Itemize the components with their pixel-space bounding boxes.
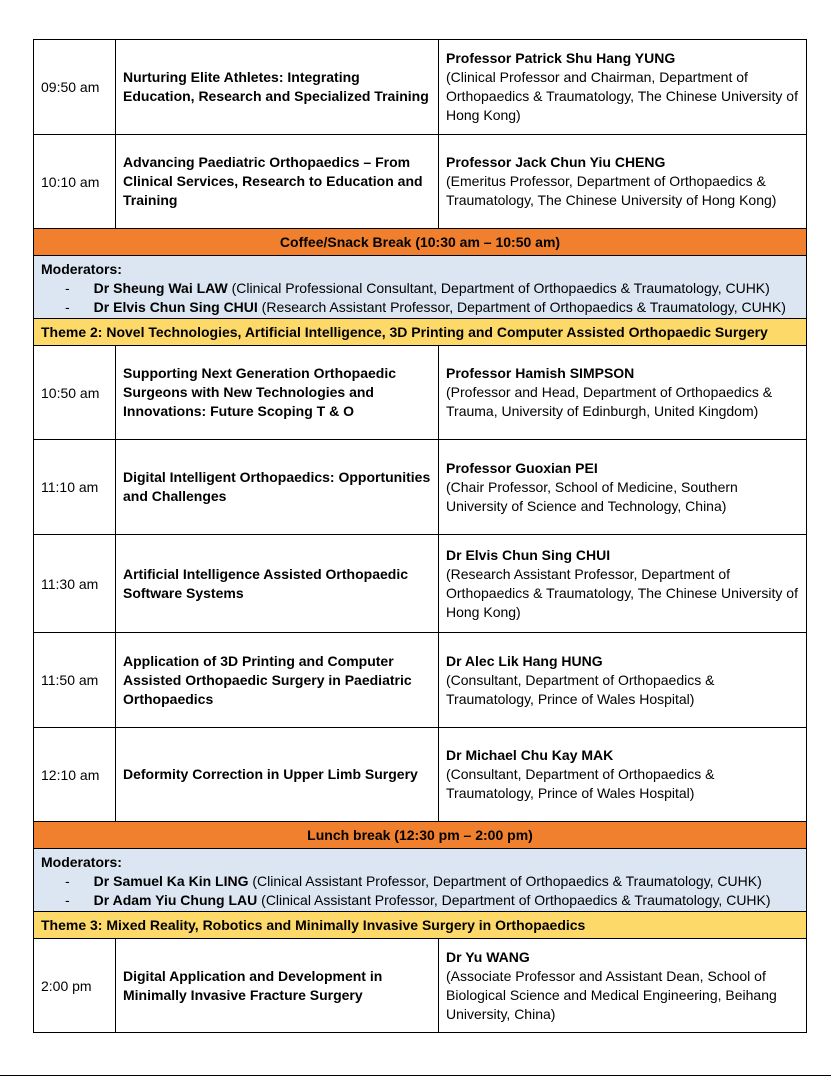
speaker-name: Professor Guoxian PEI <box>446 459 598 476</box>
speaker-cell <box>439 728 807 822</box>
theme-title: Theme 3: Mixed Reality, Robotics and Minimally Invasive Surgery in Orthopaedics <box>34 912 807 939</box>
moderators-label: Moderators: <box>41 261 122 277</box>
moderator-affiliation: (Clinical Assistant Professor, Department of Orthopaedics & Traumatology, CUHK) <box>257 892 771 908</box>
speaker-affiliation: (Research Assistant Professor, Department of Orthopaedics & Traumatology, The Chinese University of Hong Kong) <box>446 565 798 620</box>
speaker-affiliation: (Associate Professor and Assistant Dean, School of Biological Science and Medical Engineering, Beihang University, China) <box>446 967 777 1022</box>
speaker-affiliation: (Professor and Head, Department of Orthopaedics & Trauma, University of Edinburgh, United Kingdom) <box>446 384 773 419</box>
session-time: 11:50 am <box>34 633 116 728</box>
theme-title: Theme 2: Novel Technologies, Artificial Intelligence, 3D Printing and Computer Assisted Orthopaedic Surgery <box>34 319 807 346</box>
session-row <box>34 939 807 1033</box>
schedule-table <box>33 39 807 1033</box>
moderators-row <box>34 256 807 319</box>
break-row <box>34 822 807 849</box>
session-row <box>34 535 807 633</box>
speaker-cell <box>439 440 807 535</box>
moderator-affiliation: (Clinical Assistant Professor, Department of Orthopaedics & Traumatology, CUHK) <box>248 873 762 889</box>
speaker-cell <box>439 939 807 1033</box>
moderator-item: - Dr Samuel Ka Kin LING (Clinical Assistant Professor, Department of Orthopaedics & Traumatology, CUHK) <box>65 873 762 889</box>
moderators-label: Moderators: <box>41 854 122 870</box>
session-topic: Deformity Correction in Upper Limb Surgery <box>116 728 439 822</box>
speaker-affiliation: (Chair Professor, School of Medicine, Southern University of Science and Technology, China) <box>446 478 738 514</box>
session-topic: Artificial Intelligence Assisted Orthopaedic Software Systems <box>116 535 439 633</box>
theme-row <box>34 912 807 939</box>
speaker-name: Professor Hamish SIMPSON <box>446 365 635 381</box>
moderators-cell <box>34 256 807 319</box>
moderator-affiliation: (Research Assistant Professor, Department of Orthopaedics & Traumatology, CUHK) <box>257 299 786 315</box>
moderator-item: - Dr Sheung Wai LAW (Clinical Professional Consultant, Department of Orthopaedics & Traumatology, CUHK) <box>65 280 770 296</box>
page-footer-rule <box>0 1075 831 1076</box>
session-topic: Digital Application and Development in Minimally Invasive Fracture Surgery <box>116 939 439 1033</box>
moderator-name: Dr Sheung Wai LAW <box>93 280 228 296</box>
moderator-name: Dr Adam Yiu Chung LAU <box>93 892 258 908</box>
break-label: Lunch break (12:30 pm – 2:00 pm) <box>34 822 807 849</box>
speaker-affiliation: (Consultant, Department of Orthopaedics & Traumatology, Prince of Wales Hospital) <box>446 766 715 801</box>
session-time: 12:10 am <box>34 728 116 822</box>
session-row <box>34 40 807 135</box>
moderators-row <box>34 849 807 912</box>
speaker-name: Dr Yu WANG <box>446 948 530 965</box>
moderators-cell <box>34 849 807 912</box>
speaker-cell <box>439 535 807 633</box>
speaker-name: Professor Patrick Shu Hang YUNG <box>446 50 676 66</box>
session-row <box>34 346 807 440</box>
session-row <box>34 440 807 535</box>
speaker-affiliation: (Clinical Professor and Chairman, Department of Orthopaedics & Traumatology, The Chinese University of Hong Kong) <box>446 69 798 123</box>
speaker-name: Dr Michael Chu Kay MAK <box>446 747 614 763</box>
moderator-item: - Dr Adam Yiu Chung LAU (Clinical Assistant Professor, Department of Orthopaedics & Traumatology, CUHK) <box>65 892 771 908</box>
moderator-name: Dr Samuel Ka Kin LING <box>93 873 249 889</box>
session-topic: Nurturing Elite Athletes: Integrating Education, Research and Specialized Training <box>116 40 439 135</box>
speaker-cell <box>439 40 807 135</box>
moderator-affiliation: (Clinical Professional Consultant, Department of Orthopaedics & Traumatology, CUHK) <box>227 280 770 296</box>
session-topic: Supporting Next Generation Orthopaedic Surgeons with New Technologies and Innovations: Future Scoping T & O <box>116 346 439 440</box>
speaker-name: Dr Elvis Chun Sing CHUI <box>446 546 611 563</box>
session-row <box>34 633 807 728</box>
session-time: 09:50 am <box>34 40 116 135</box>
session-time: 2:00 pm <box>34 939 116 1033</box>
session-time: 10:10 am <box>34 135 116 229</box>
session-row <box>34 135 807 229</box>
theme-row <box>34 319 807 346</box>
session-time: 10:50 am <box>34 346 116 440</box>
moderator-item: - Dr Elvis Chun Sing CHUI (Research Assistant Professor, Department of Orthopaedics & Traumatology, CUHK) <box>65 299 786 315</box>
session-row <box>34 728 807 822</box>
moderator-name: Dr Elvis Chun Sing CHUI <box>93 299 258 315</box>
session-time: 11:10 am <box>34 440 116 535</box>
session-topic: Digital Intelligent Orthopaedics: Opportunities and Challenges <box>116 440 439 535</box>
speaker-affiliation: (Emeritus Professor, Department of Orthopaedics & Traumatology, The Chinese University of Hong Kong) <box>446 173 777 208</box>
speaker-affiliation: (Consultant, Department of Orthopaedics & Traumatology, Prince of Wales Hospital) <box>446 671 715 707</box>
speaker-name: Professor Jack Chun Yiu CHENG <box>446 154 666 170</box>
speaker-cell <box>439 135 807 229</box>
session-topic: Advancing Paediatric Orthopaedics – From Clinical Services, Research to Education and Training <box>116 135 439 229</box>
speaker-cell <box>439 633 807 728</box>
speaker-cell <box>439 346 807 440</box>
session-time: 11:30 am <box>34 535 116 633</box>
speaker-name: Dr Alec Lik Hang HUNG <box>446 652 603 669</box>
break-row <box>34 229 807 256</box>
break-label: Coffee/Snack Break (10:30 am – 10:50 am) <box>34 229 807 256</box>
session-topic: Application of 3D Printing and Computer Assisted Orthopaedic Surgery in Paediatric Orthopaedics <box>116 633 439 728</box>
